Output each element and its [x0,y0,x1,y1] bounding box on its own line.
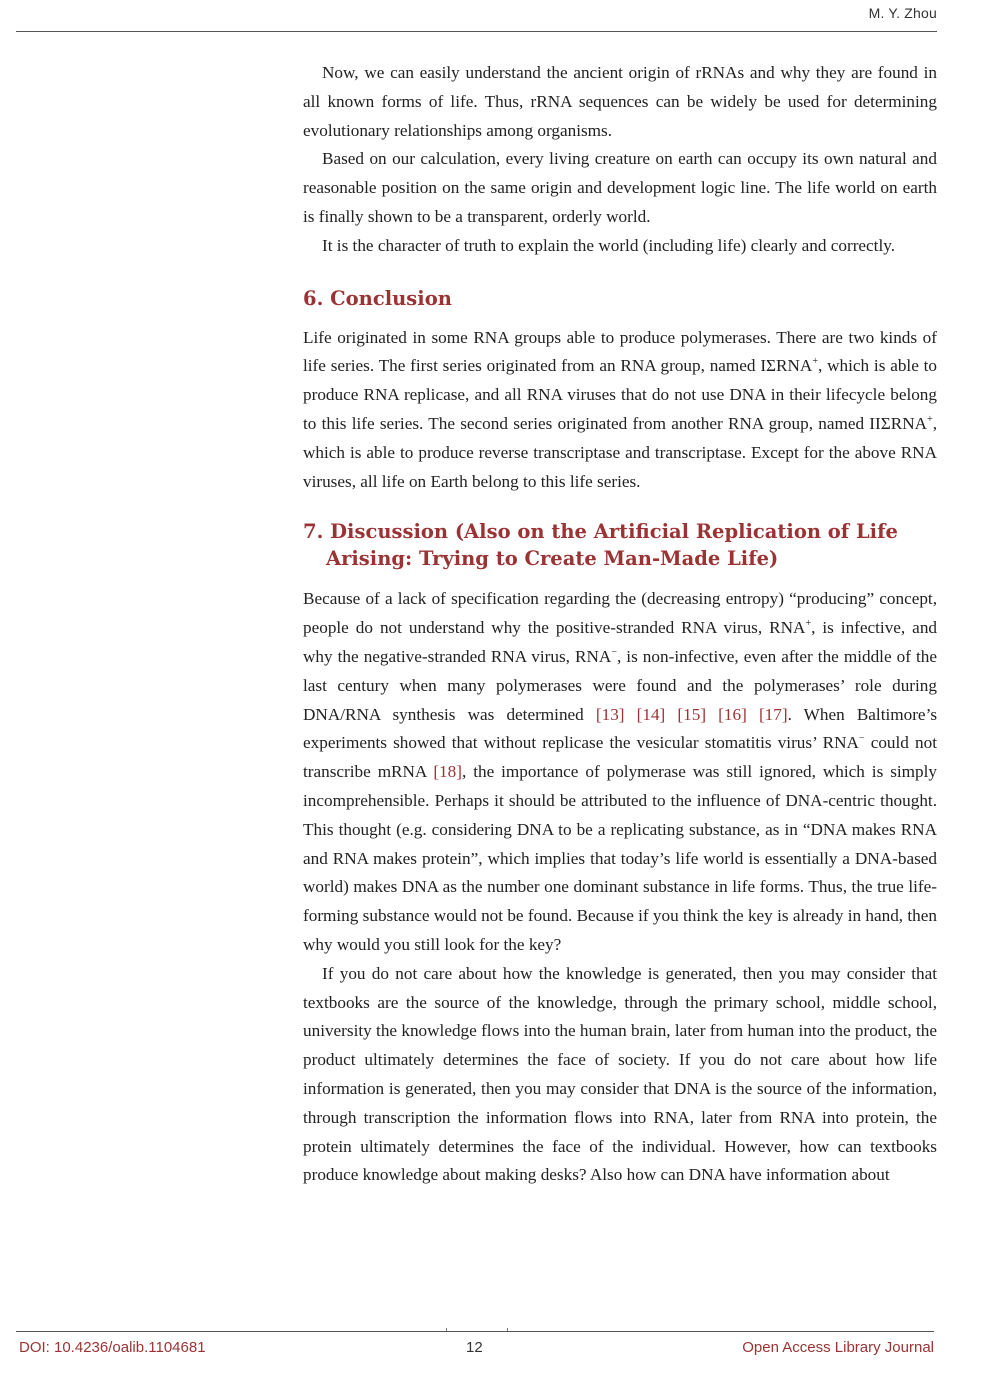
footer-doi[interactable]: DOI: 10.4236/oalib.1104681 [19,1339,206,1356]
superscript: + [927,413,933,425]
text-run: . When Baltimore’s experiments showed that without replicase the vesicular stomatitis virus’ RNA [303,704,938,753]
superscript: + [812,356,818,368]
citation-link[interactable]: [16] [718,704,747,724]
citation-link[interactable]: [14] [636,704,666,724]
superscript: − [611,646,617,658]
text-run: , which is able to produce reverse transcriptase and transcriptase. Except for the above RNA viruses, all life on Earth belong to this life series. [303,413,937,491]
citation-link[interactable]: [15] [677,704,707,724]
article-body [303,59,937,1190]
text-run: , is infective, and why the negative-stranded RNA virus, RNA [303,618,938,666]
superscript: − [858,733,865,745]
section-heading-discussion: 7. Discussion (Also on the Artificial Replication of Life Arising: Trying to Create Man-Made Life) [303,520,898,571]
paragraph: It is the character of truth to explain the world (including life) clearly and correctly. [322,235,896,255]
paragraph: If you do not care about how the knowledge is generated, then you may consider that textbooks are the source of the knowledge, through the primary school, middle school, university the knowledge flows into the human brain, later from human into the product, the product ultimately determines the face of society. If you do not care about how life information is generated, then you may consider that DNA is the source of the information, through transcription the information flows into RNA, later from RNA into protein, the protein ultimately determines the face of the individual. However, how can textbooks produce knowledge about making desks? Also how can DNA have information about [303,963,937,1185]
header-divider [16,31,937,32]
text-run: could not transcribe mRNA [303,733,937,782]
citation-link[interactable]: [13] [595,704,625,724]
page-number: 12 [466,1339,483,1356]
citation-link[interactable]: [18] [433,762,462,782]
text-run: , is non-infective, even after the middle of the last century when many polymerases were found and the polymerases’ role during DNA/RNA synthesis was determined [303,646,937,724]
section-heading-conclusion: 6. Conclusion [303,286,452,310]
paragraph: Now, we can easily understand the ancient origin of rRNAs and why they are found in all known forms of life. Thus, rRNA sequences can be widely be used for determining evolutionary relationships among organisms. [303,63,937,140]
running-header-author: M. Y. Zhou [868,5,937,21]
text-run: Because of a lack of specification regarding the (decreasing entropy) “producing” concept, people do not understand why the positive-stranded RNA virus, RNA [303,589,937,638]
discussion-paragraph [303,585,937,959]
text-run: , which is able to produce RNA replicase, and all RNA viruses that do not use DNA in their lifecycle belong to this life series. The second series originated from another RNA group, named IIΣRNA [303,356,937,433]
text-run: Life originated in some RNA groups able to produce polymerases. There are two kinds of life series. The first series originated from an RNA group, named IΣRNA [303,327,937,376]
citation-link[interactable]: [17] [758,704,788,724]
paragraph: Based on our calculation, every living creature on earth can occupy its own natural and reasonable position on the same origin and development logic line. The life world on earth is finally shown to be a transparent, orderly world. [303,149,937,226]
superscript: + [805,618,812,630]
conclusion-paragraph [303,324,937,497]
footer-divider [16,1331,934,1332]
footer-journal-name[interactable]: Open Access Library Journal [742,1339,934,1356]
text-run: , the importance of polymerase was still ignored, which is simply incomprehensible. Perhaps it should be attributed to the influence of DNA-centric thought. This thought (e.g. considering DNA to be a replicating substance, as in “DNA makes RNA and RNA makes protein”, which implies that today’s life world is essentially a DNA-based world) makes DNA as the number one dominant substance in life forms. Thus, the true life-forming substance would not be found. Because if you think the key is already in hand, then why would you still look for the key? [303,762,937,954]
